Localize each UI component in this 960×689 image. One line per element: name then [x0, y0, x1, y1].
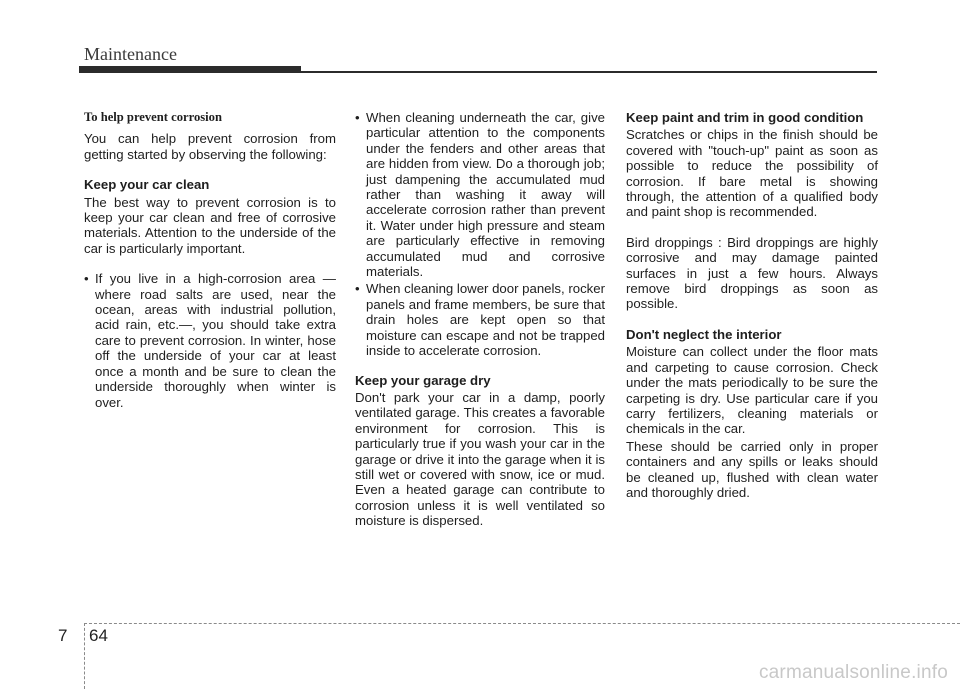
bullet-item-underneath: • When cleaning underneath the car, give particular attention to the components under the fenders and other areas that are hidden from view. Do a thorough job; just dampening the accumulated mud rather than washing it away will accelerate corrosion rather than prevent it. Water under high pressure and steam are particularly effective in removing accumulated mud and corrosive materials. [355, 110, 605, 279]
section-heading-corrosion: To help prevent corrosion [84, 110, 222, 124]
paragraph-paint-trim: Scratches or chips in the finish should be covered with "touch-up" paint as soon as possible to reduce the possibility of corrosion. If bare metal is showing through, the attention of a qualified body and paint shop is recommended. [626, 127, 878, 220]
chapter-number: 7 [58, 626, 68, 645]
page-number: 64 [89, 626, 108, 645]
header-rule-thin [301, 71, 877, 73]
intro-paragraph: You can help prevent corrosion from getting started by observing the following: [84, 131, 336, 162]
bullet-list-col1 [84, 271, 336, 410]
footer-dashed-rule [84, 623, 960, 624]
subheading-garage-dry: Keep your garage dry [355, 372, 491, 388]
bullet-item-high-corrosion: • If you live in a high-corrosion area — where road salts are used, near the ocean, areas with industrial pollution, acid rain, etc.—, you should take extra care to prevent corrosion. In winter, hose off the underside of your car at least once a month and be sure to clean the underside thoroughly when winter is over. [84, 271, 336, 410]
footer-dashed-divider [84, 623, 85, 689]
paragraph-bird-droppings: Bird droppings : Bird droppings are highly corrosive and may damage painted surfaces in just a few hours. Always remove bird droppings as soon as possible. [626, 234, 878, 312]
header-rule-thick [79, 66, 301, 73]
paragraph-keep-car-clean: The best way to prevent corrosion is to keep your car clean and free of corrosive materials. Attention to the underside of the car is particularly important. [84, 194, 336, 256]
column-1 [84, 110, 336, 424]
bullet-list-col2 [355, 110, 605, 359]
paragraph-interior-containers: These should be carried only in proper containers and any spills or leaks should be cleaned up, flushed with clean water and thoroughly dried. [626, 438, 878, 500]
subheading-keep-car-clean: Keep your car clean [84, 177, 210, 193]
bullet-item-door-panels: • When cleaning lower door panels, rocker panels and frame members, be sure that drain holes are kept open so that moisture can escape and not be trapped inside to accelerate corrosion. [355, 281, 605, 358]
watermark-text: carmanualsonline.info [758, 662, 948, 683]
paragraph-interior-moisture: Moisture can collect under the floor mats and carpeting to cause corrosion. Check under the mats periodically to be sure the carpeting is dry. Use particular care if you carry fertilizers, cleaning materials or chemicals in the car. [626, 344, 878, 437]
column-3 [626, 110, 878, 515]
page-header-title: Maintenance [84, 44, 177, 64]
paragraph-garage-dry: Don't park your car in a damp, poorly ventilated garage. This creates a favorable environment for corrosion. This is particularly true if you wash your car in the garage or drive it into the garage when it is still wet or covered with snow, ice or mud. Even a heated garage can contribute to corrosion unless it is well ventilated so moisture is dispersed. [355, 389, 605, 529]
subheading-interior: Don't neglect the interior [626, 326, 782, 342]
subheading-paint-trim: Keep paint and trim in good condition [626, 110, 864, 125]
column-2 [355, 110, 605, 544]
